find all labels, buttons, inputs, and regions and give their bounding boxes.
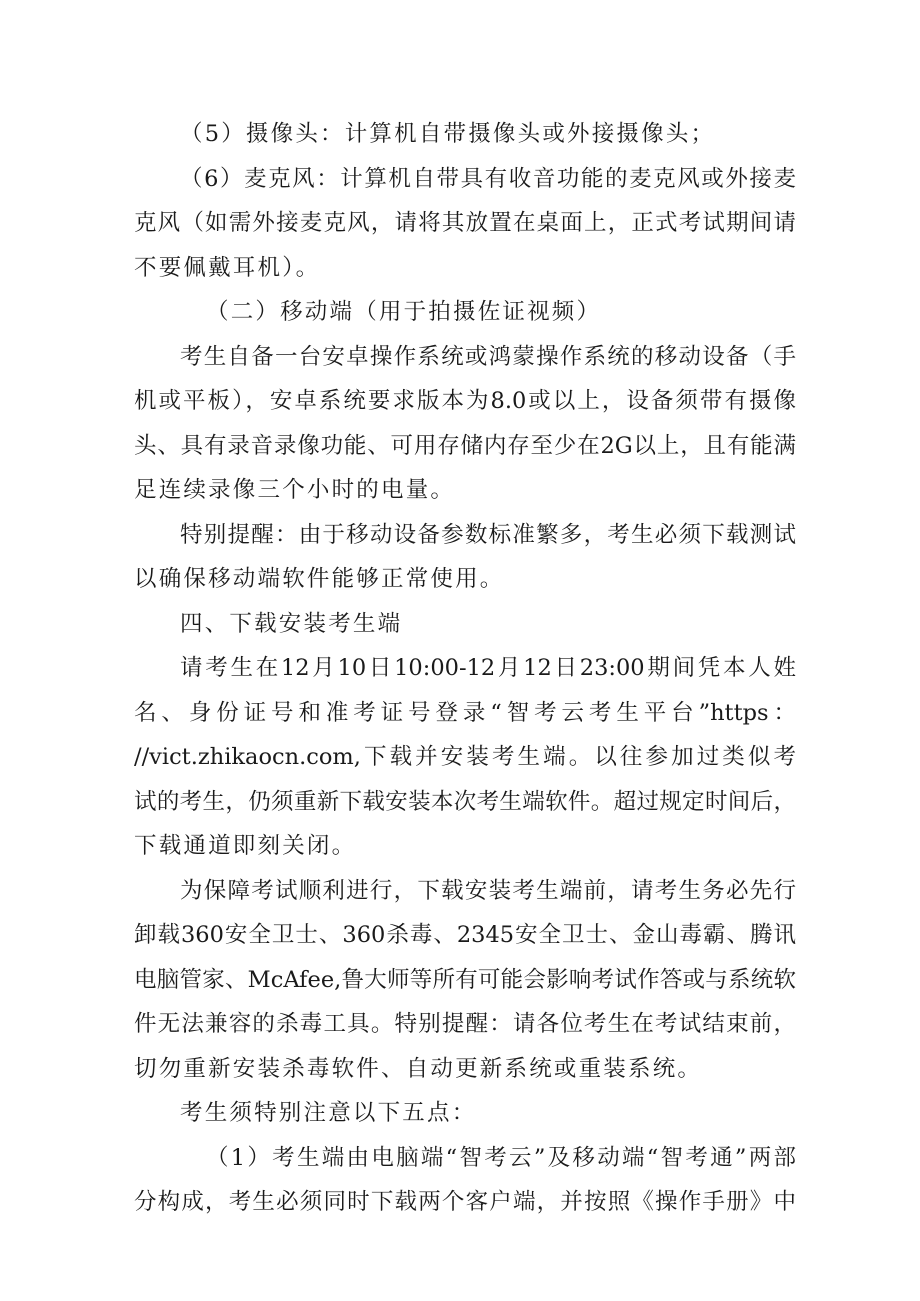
special-reminder: 特别提醒：由于移动设备参数标准繁多，考生必须下载测试 [180,522,796,548]
download-para-end: 下载通道即刻关闭。 [134,833,357,859]
item-microphone-cont: 克风（如需外接麦克风，请将其放置在桌面上，正式考试期间请 [134,210,796,236]
download-para-cont-2: 试的考生，仍须重新下载安装本次考生端软件。超过规定时间后， [134,789,796,815]
mobile-para: 考生自备一台安卓操作系统或鸿蒙操作系统的移动设备（手 [180,344,796,370]
antivirus-para-end: 切勿重新安装杀毒软件、自动更新系统或重装系统。 [134,1056,703,1082]
item-camera: （5）摄像头：计算机自带摄像头或外接摄像头； [180,121,716,147]
antivirus-para: 为保障考试顺利进行，下载安装考生端前，请考生务必先行 [180,878,796,904]
notice-item-1: （1）考生端由电脑端“智考云”及移动端“智考通”两部 [206,1145,796,1171]
antivirus-para-cont-3: 件无法兼容的杀毒工具。特别提醒：请各位考生在考试结束前， [134,1011,796,1037]
mobile-para-cont-1: 机或平板），安卓系统要求版本为8.0或以上，设备须带有摄像 [134,388,796,414]
download-para-cont-1: 名、身份证号和准考证号登录“智考云考生平台”https： [134,700,796,726]
antivirus-para-cont-1: 卸载360安全卫士、360杀毒、2345安全卫士、金山毒霸、腾讯 [134,922,796,948]
notice-heading: 考生须特别注意以下五点： [180,1100,477,1126]
section-heading-mobile: （二）移动端（用于拍摄佐证视频） [206,299,602,325]
item-microphone: （6）麦克风：计算机自带具有收音功能的麦克风或外接麦 [180,166,796,192]
antivirus-para-cont-2: 电脑管家、McAfee,鲁大师等所有可能会影响考试作答或与系统软 [134,967,796,993]
special-reminder-end: 以确保移动端软件能够正常使用。 [134,566,505,592]
item-microphone-end: 不要佩戴耳机）。 [134,255,321,281]
download-para: 请考生在12月10日10:00-12月12日23:00期间凭本人姓 [180,655,796,681]
mobile-para-cont-2: 头、具有录音录像功能、可用存储内存至少在2G以上，且有能满 [134,433,796,459]
notice-item-1-cont: 分构成，考生必须同时下载两个客户端，并按照《操作手册》中 [134,1189,796,1215]
mobile-para-end: 足连续录像三个小时的电量。 [134,477,456,503]
section-heading-download: 四、下载安装考生端 [180,611,403,637]
download-url-line: //vict.zhikaocn.com,下载并安装考生端。以往参加过类似考 [134,744,796,770]
